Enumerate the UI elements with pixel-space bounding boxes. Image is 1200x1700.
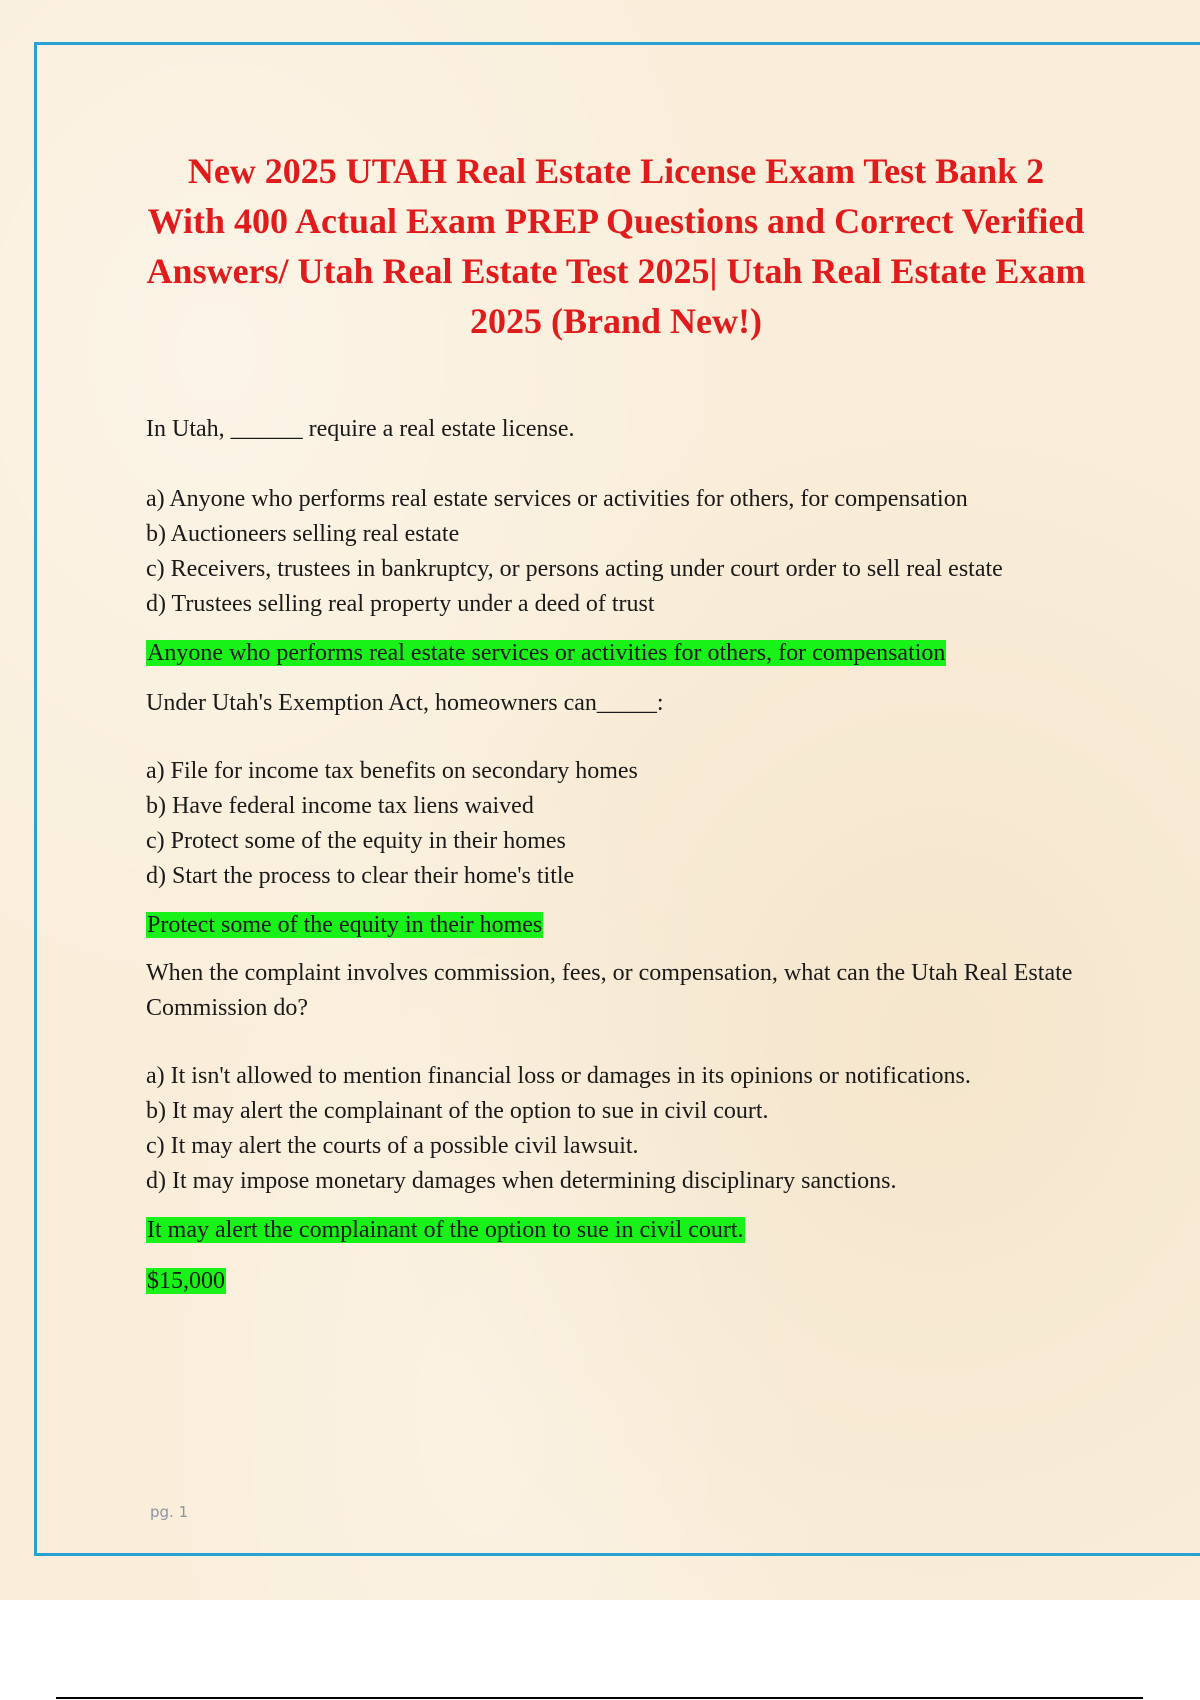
question-1-text: In Utah, ______ require a real estate license.	[146, 416, 575, 442]
question-3-answer: It may alert the complainant of the option to sue in civil court.	[147, 1217, 744, 1243]
question-1-option-d: d) Trustees selling real property under a deed of trust	[146, 591, 655, 617]
page-content	[146, 146, 1086, 1298]
question-1-option-a: a) Anyone who performs real estate services or activities for others, for compensation	[146, 486, 968, 512]
question-2-answer-line	[146, 909, 1086, 942]
question-3-options	[146, 1059, 1086, 1199]
extra-answer-line	[146, 1265, 1086, 1298]
question-1-options	[146, 482, 1086, 622]
question-2-option-b: b) Have federal income tax liens waived	[146, 793, 534, 819]
question-2-text: Under Utah's Exemption Act, homeowners can_____:	[146, 690, 664, 716]
question-3-option-d: d) It may impose monetary damages when determining disciplinary sanctions.	[146, 1168, 897, 1194]
document-title: New 2025 UTAH Real Estate License Exam Test Bank 2 With 400 Actual Exam PREP Questions and Correct Verified Answers/ Utah Real Estate Test 2025| Utah Real Estate Exam 2025 (Brand New!)	[146, 151, 1086, 341]
question-3-answer-line	[146, 1214, 1086, 1247]
question-1-option-b: b) Auctioneers selling real estate	[146, 521, 460, 547]
question-3-text: When the complaint involves commission, fees, or compensation, what can the Utah Real Estate Commission do?	[146, 960, 1073, 1021]
question-3-option-a: a) It isn't allowed to mention financial loss or damages in its opinions or notifications.	[146, 1063, 971, 1089]
question-2-options	[146, 754, 1086, 894]
question-2-option-a: a) File for income tax benefits on secondary homes	[146, 758, 638, 784]
question-3-option-c: c) It may alert the courts of a possible civil lawsuit.	[146, 1133, 639, 1159]
question-2-answer: Protect some of the equity in their homes	[147, 912, 543, 938]
question-1-answer: Anyone who performs real estate services or activities for others, for compensation	[147, 640, 946, 666]
question-1-answer-line	[146, 637, 1086, 670]
question-3-option-b: b) It may alert the complainant of the option to sue in civil court.	[146, 1098, 769, 1124]
question-1-option-c: c) Receivers, trustees in bankruptcy, or persons acting under court order to sell real estate	[146, 556, 1003, 582]
page-number: pg. 1	[150, 1503, 189, 1521]
question-2-option-c: c) Protect some of the equity in their homes	[146, 828, 566, 854]
bottom-rule	[56, 1697, 1143, 1699]
extra-answer: $15,000	[147, 1268, 225, 1294]
question-2-option-d: d) Start the process to clear their home's title	[146, 863, 575, 889]
